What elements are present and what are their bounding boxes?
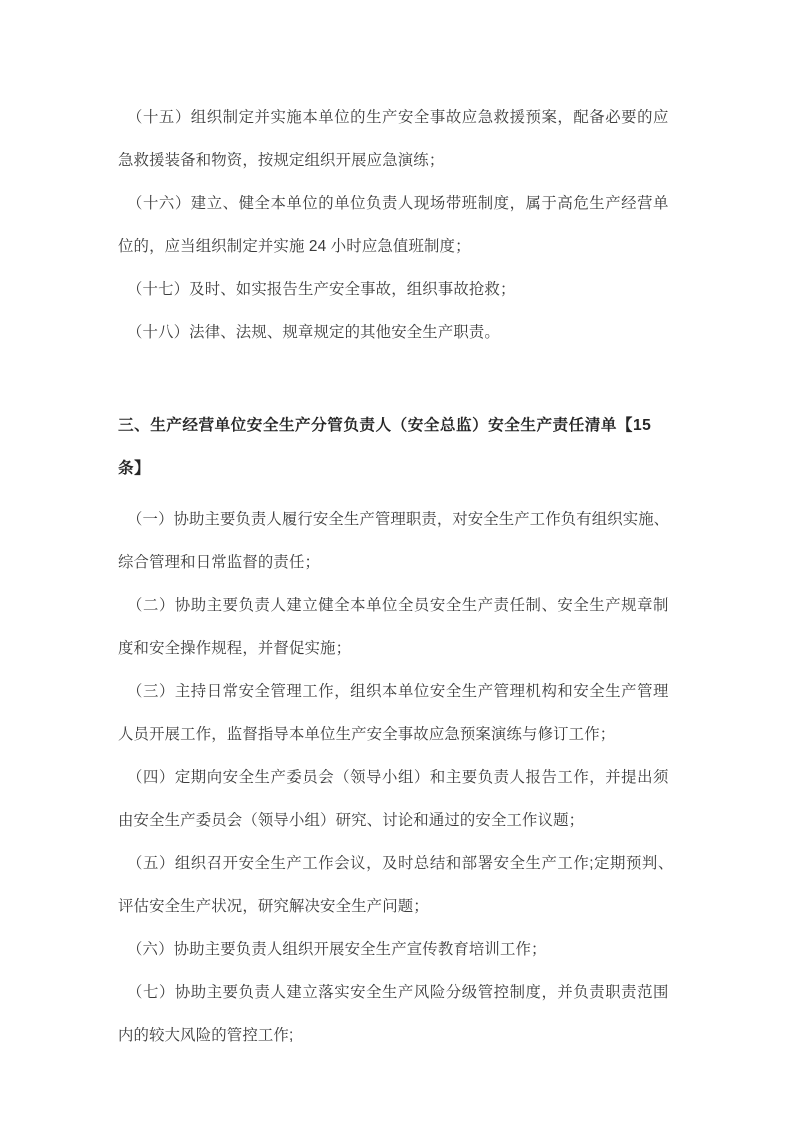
heading-spacer-below bbox=[118, 490, 676, 498]
paragraph-line: 人员开展工作，监督指导本单位生产安全事故应急预案演练与修订工作； bbox=[118, 726, 616, 743]
paragraph-line: （二）协助主要负责人建立健全本单位全员安全生产责任制、安全生产规章制 bbox=[127, 597, 669, 614]
paragraph-line: 综合管理和日常监督的责任； bbox=[118, 554, 321, 571]
paragraph-line: （四）定期向安全生产委员会（领导小组）和主要负责人报告工作，并提出须 bbox=[127, 769, 669, 786]
paragraph-line: （十六）建立、健全本单位的单位负责人现场带班制度，属于高危生产经营单 bbox=[127, 195, 669, 212]
item-16 bbox=[118, 182, 676, 268]
paragraph-line: 评估安全生产状况，研究解决安全生产问题； bbox=[118, 898, 429, 915]
paragraph-line: （三）主持日常安全管理工作，组织本单位安全生产管理机构和安全生产管理 bbox=[127, 683, 669, 700]
item-7 bbox=[118, 971, 676, 1057]
heading-line: 三、生产经营单位安全生产分管负责人（安全总监）安全生产责任清单【15 bbox=[118, 417, 652, 434]
item-18 bbox=[118, 311, 676, 354]
heading-line: 条】 bbox=[118, 460, 151, 477]
paragraph-line: 内的较大风险的管控工作; bbox=[118, 1027, 294, 1044]
item-2 bbox=[118, 584, 676, 670]
item-4 bbox=[118, 756, 676, 842]
item-1 bbox=[118, 498, 676, 584]
document-body bbox=[118, 96, 676, 1057]
item-17 bbox=[118, 268, 676, 311]
paragraph-line: （十七）及时、如实报告生产安全事故，组织事故抢救； bbox=[127, 281, 516, 298]
paragraph-line: （六）协助主要负责人组织开展安全生产宣传教育培训工作； bbox=[127, 941, 547, 958]
paragraph-line: （五）组织召开安全生产工作会议，及时总结和部署安全生产工作;定期预判、 bbox=[127, 855, 674, 872]
paragraph-line: （十五）组织制定并实施本单位的生产安全事故应急救援预案，配备必要的应 bbox=[127, 109, 669, 126]
paragraph-line: 位的，应当组织制定并实施 24 小时应急值班制度； bbox=[118, 238, 471, 255]
paragraph-line: 由安全生产委员会（领导小组）研究、讨论和通过的安全工作议题； bbox=[118, 812, 585, 829]
paragraph-line: 急救援装备和物资，按规定组织开展应急演练； bbox=[118, 152, 445, 169]
heading-spacer-above bbox=[118, 354, 676, 404]
paragraph-line: （七）协助主要负责人建立落实安全生产风险分级管控制度，并负责职责范围 bbox=[127, 984, 669, 1001]
section-heading-three bbox=[118, 404, 676, 490]
paragraph-line: （一）协助主要负责人履行安全生产管理职责，对安全生产工作负有组织实施、 bbox=[127, 511, 670, 528]
item-6 bbox=[118, 928, 676, 971]
item-5 bbox=[118, 842, 676, 928]
item-3 bbox=[118, 670, 676, 756]
paragraph-line: 度和安全操作规程，并督促实施； bbox=[118, 640, 352, 657]
item-15 bbox=[118, 96, 676, 182]
paragraph-line: （十八）法律、法规、规章规定的其他安全生产职责。 bbox=[127, 324, 500, 341]
